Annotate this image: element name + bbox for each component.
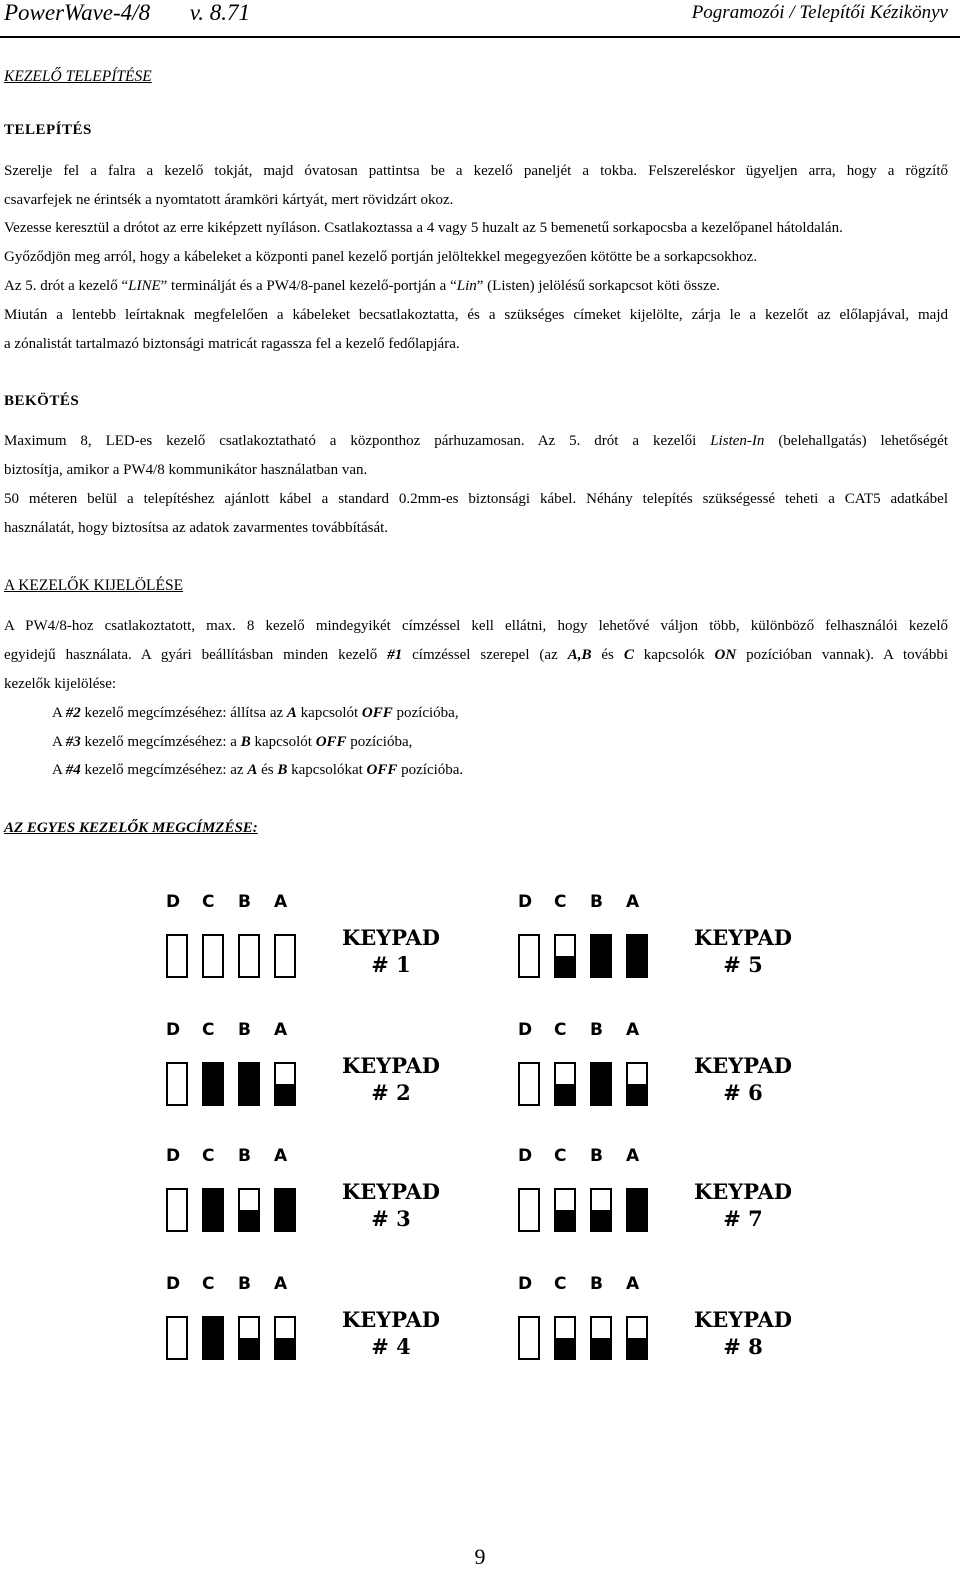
item-post1: kapcsolót [296, 705, 362, 721]
listen-in: Listen-In [710, 433, 765, 449]
item-post1: kapcsolókat [287, 762, 367, 778]
version: v. 8.71 [189, 0, 251, 25]
switch-letter: A [626, 892, 640, 912]
item-state: OFF [361, 705, 393, 721]
dip-switch-knob [556, 956, 574, 976]
keypad-number: # 6 [723, 1080, 763, 1105]
dip-switch [590, 1062, 612, 1106]
dip-switch [518, 1062, 540, 1106]
addr-on: ON [714, 647, 737, 663]
addr-p1c: kezelők kijelölése: [4, 676, 117, 692]
switch-letter: B [238, 1146, 251, 1166]
dip-switch [166, 1062, 188, 1106]
dip-switch-knob [204, 1064, 222, 1104]
keypad-number: # 2 [371, 1080, 411, 1105]
addr-item [52, 699, 948, 728]
switch-letters [166, 892, 310, 912]
keypad-label [688, 1052, 798, 1106]
switch-letter: B [590, 892, 603, 912]
install-p5a: Miután a lentebb leírtaknak megfelelően a kábeleket becsatlakoztatta, és a szükséges címeket kijelölte, zárja le a kezelőt az előlapjával, majd [4, 307, 948, 323]
switch-letter: D [518, 1274, 533, 1294]
dip-switch [202, 1316, 224, 1360]
switch-letter: B [590, 1020, 603, 1040]
product-name: PowerWave-4/8 [4, 0, 151, 25]
keypad-7-diagram [488, 1116, 818, 1242]
line-term: LINE [128, 278, 161, 294]
switch-letter: B [590, 1146, 603, 1166]
item-state: OFF [366, 762, 398, 778]
dip-switch [518, 1316, 540, 1360]
item-num: #3 [65, 734, 81, 750]
item-sw2: B [277, 762, 288, 778]
switch-letter: D [166, 892, 181, 912]
dip-switch-knob [628, 1190, 646, 1230]
dip-switch [274, 934, 296, 978]
keypad-number: # 4 [371, 1334, 411, 1359]
switch-letter: B [238, 1020, 251, 1040]
keypad-number: # 3 [371, 1206, 411, 1231]
keypad-1-diagram [136, 862, 466, 988]
switch-letter: A [626, 1020, 640, 1040]
switch-letters [166, 1020, 310, 1040]
addr-p1b-3: és [591, 647, 624, 663]
dip-switch [238, 934, 260, 978]
switch-letter: D [166, 1020, 181, 1040]
switch-letter: C [202, 1020, 215, 1040]
dip-switch-knob [276, 1190, 294, 1230]
wiring-title: BEKÖTÉS [4, 393, 80, 409]
addr-ab: A,B [567, 647, 592, 663]
install-p1a: Szerelje fel a falra a kezelő tokját, majd óvatosan pattintsa be a kezelő paneljét a tokba. Felszereléskor ügyeljen arra, hogy a rögzítő [4, 163, 948, 179]
wiring-p1a-1: Maximum 8, LED-es kezelő csatlakoztatható a központhoz párhuzamosan. Az 5. drót a kezelői [4, 433, 711, 449]
switch-letter: A [274, 1274, 288, 1294]
dip-switch [626, 1188, 648, 1232]
switch-letter: A [274, 1146, 288, 1166]
dip-switch-knob [592, 1338, 610, 1358]
dip-switch [202, 934, 224, 978]
switch-letter: C [554, 1020, 567, 1040]
dip-switch [274, 1188, 296, 1232]
addr-p1a: A PW4/8-hoz csatlakoztatott, max. 8 kezelő mindegyikét címzéssel kell ellátni, hogy lehetővé váljon több, különböző felhasználói kezelő [4, 618, 948, 634]
switch-letter: A [626, 1274, 640, 1294]
dip-switch [274, 1316, 296, 1360]
dip-switch-knob [592, 1210, 610, 1230]
keypad-label-text: KEYPAD [341, 925, 441, 950]
switch-letter: C [554, 892, 567, 912]
switch-letter: D [518, 892, 533, 912]
keypad-label-text: KEYPAD [341, 1307, 441, 1332]
dip-switch [166, 934, 188, 978]
keypad-label [336, 1178, 446, 1232]
keypad-6-diagram [488, 990, 818, 1116]
item-num: #4 [65, 762, 81, 778]
dip-switch-knob [556, 1210, 574, 1230]
wiring-p1a-2: (belehallgatás) lehetőségét [764, 433, 948, 449]
dip-switch [626, 1062, 648, 1106]
install-p5b: a zónalistát tartalmazó biztonsági matricát ragassza fel a kezelő fedőlapjára. [4, 336, 460, 352]
switch-letters [166, 1146, 310, 1166]
dip-switch [518, 1188, 540, 1232]
dip-switch-knob [204, 1318, 222, 1358]
dip-switch [626, 1316, 648, 1360]
dip-switch [554, 934, 576, 978]
keypad-4-diagram [136, 1244, 466, 1370]
addr-title: A KEZELŐK KIJELÖLÉSE [4, 577, 184, 594]
dip-switch [166, 1188, 188, 1232]
page-number: 9 [474, 1544, 486, 1569]
keypad-number: # 8 [723, 1334, 763, 1359]
switch-letter: C [202, 1274, 215, 1294]
dip-switch-knob [592, 936, 610, 976]
wiring-p2a: 50 méteren belül a telepítéshez ajánlott kábel a standard 0.2mm-es biztonsági kábel. Néhány telepítés szükségessé teheti a CAT5 adatkábel [4, 491, 948, 507]
item-post2: pozícióba, [346, 734, 413, 750]
dip-switch [590, 1316, 612, 1360]
item-post2: pozícióba, [392, 705, 459, 721]
switch-letter: A [274, 892, 288, 912]
keypad-label-text: KEYPAD [341, 1179, 441, 1204]
wiring-p2b: használatát, hogy biztosítsa az adatok zavarmentes továbbítását. [4, 520, 389, 536]
keypad-2-diagram [136, 990, 466, 1116]
addr-p1b-1: egyidejű használata. A gyári beállításban minden kezelő [4, 647, 388, 663]
install-title: TELEPÍTÉS [4, 122, 92, 138]
keypad-label-text: KEYPAD [341, 1053, 441, 1078]
item-pre: A [52, 734, 66, 750]
install-p1b: csavarfejek ne érintsék a nyomtatott áramköri kártyát, mert rövidzárt okoz. [4, 192, 454, 208]
page-header [0, 0, 960, 38]
dip-switch-knob [240, 1338, 258, 1358]
keypad-label-text: KEYPAD [693, 1179, 793, 1204]
install-p4 [4, 272, 948, 301]
item-post2: pozícióba. [397, 762, 464, 778]
dip-switch-knob [592, 1064, 610, 1104]
dip-switch-knob [204, 1190, 222, 1230]
dip-switch-knob [628, 936, 646, 976]
dip-switch-knob [276, 1338, 294, 1358]
dip-switch [202, 1188, 224, 1232]
item-mid: kezelő megcímzéséhez: állítsa az [80, 705, 287, 721]
keypad-label [336, 924, 446, 978]
item-and: és [257, 762, 278, 778]
keypad-label-text: KEYPAD [693, 1053, 793, 1078]
dip-switch [626, 934, 648, 978]
install-p4-a: Az 5. drót a kezelő “ [4, 278, 129, 294]
switch-letters [166, 1274, 310, 1294]
item-num: #2 [65, 705, 81, 721]
dip-switch [238, 1188, 260, 1232]
header-left [4, 0, 250, 26]
addr-item [52, 728, 948, 757]
addr-p1b-2: címzéssel szerepel (az [402, 647, 568, 663]
dip-switch-knob [556, 1338, 574, 1358]
dip-switch [590, 1188, 612, 1232]
addr-num1: #1 [387, 647, 403, 663]
dip-switch-knob [556, 1084, 574, 1104]
switch-letter: C [554, 1146, 567, 1166]
keypad-5-diagram [488, 862, 818, 988]
wiring-p1b: biztosítja, amikor a PW4/8 kommunikátor használatban van. [4, 462, 368, 478]
wiring-p1a [4, 427, 948, 456]
dip-switch [590, 934, 612, 978]
addr-item [52, 756, 948, 785]
switch-letter: D [518, 1020, 533, 1040]
keypad-8-diagram [488, 1244, 818, 1370]
item-mid: kezelő megcímzéséhez: a [80, 734, 241, 750]
switch-letter: A [274, 1020, 288, 1040]
switch-letter: B [238, 1274, 251, 1294]
item-state: OFF [315, 734, 347, 750]
dip-switch [554, 1316, 576, 1360]
dip-switch [202, 1062, 224, 1106]
switch-letter: C [554, 1274, 567, 1294]
addr-p1b-4: kapcsolók [633, 647, 715, 663]
keypad-number: # 1 [371, 952, 411, 977]
item-sw: A [286, 705, 297, 721]
dip-switch-knob [240, 1064, 258, 1104]
addr-p1b [4, 641, 948, 670]
lin-term: Lin [456, 278, 477, 294]
dip-switch-figure [136, 862, 816, 1390]
item-sw: B [240, 734, 251, 750]
switch-letter: B [238, 892, 251, 912]
fig-title: AZ EGYES KEZELŐK MEGCÍMZÉSE: [4, 820, 258, 836]
install-p4-c: ” (Listen) jelölésű sorkapcsot köti össze. [476, 278, 721, 294]
keypad-label-text: KEYPAD [693, 925, 793, 950]
dip-switch [274, 1062, 296, 1106]
item-pre: A [52, 762, 66, 778]
keypad-label-text: KEYPAD [693, 1307, 793, 1332]
keypad-label [336, 1052, 446, 1106]
dip-switch-knob [628, 1338, 646, 1358]
item-mid: kezelő megcímzéséhez: az [80, 762, 248, 778]
switch-letter: D [518, 1146, 533, 1166]
keypad-number: # 5 [723, 952, 763, 977]
switch-letter: A [626, 1146, 640, 1166]
install-p2: Vezesse keresztül a drótot az erre kiképzett nyíláson. Csatlakoztassa a 4 vagy 5 huzalt az 5 bemenetű sorkapocsba a kezelőpanel hátoldalán. [4, 220, 843, 236]
dip-switch-knob [240, 1210, 258, 1230]
dip-switch [518, 934, 540, 978]
manual-title: Pogramozói / Telepítői Kézikönyv [691, 2, 948, 23]
keypad-label [688, 1178, 798, 1232]
dip-switch-knob [276, 1084, 294, 1104]
switch-letter: C [202, 892, 215, 912]
main-title: KEZELŐ TELEPÍTÉSE [4, 68, 152, 85]
install-p4-b: ” terminálját és a PW4/8-panel kezelő-portján a “ [160, 278, 457, 294]
switch-letters [518, 892, 662, 912]
item-post1: kapcsolót [250, 734, 316, 750]
item-pre: A [52, 705, 66, 721]
addr-c: C [623, 647, 634, 663]
switch-letter: B [590, 1274, 603, 1294]
switch-letter: D [166, 1146, 181, 1166]
switch-letters [518, 1020, 662, 1040]
addr-p1b-5: pozícióban vannak). A további [736, 647, 949, 663]
keypad-3-diagram [136, 1116, 466, 1242]
dip-switch [554, 1062, 576, 1106]
switch-letters [518, 1274, 662, 1294]
keypad-label [688, 1306, 798, 1360]
dip-switch-knob [628, 1084, 646, 1104]
item-sw: A [247, 762, 258, 778]
switch-letters [518, 1146, 662, 1166]
dip-switch [238, 1062, 260, 1106]
switch-letter: D [166, 1274, 181, 1294]
switch-letter: C [202, 1146, 215, 1166]
dip-switch [238, 1316, 260, 1360]
keypad-label [688, 924, 798, 978]
keypad-number: # 7 [723, 1206, 763, 1231]
install-p3: Győződjön meg arról, hogy a kábeleket a központi panel kezelő portján jelöltekkel megegyezően kötötte be a sorkapcsokhoz. [4, 249, 758, 265]
dip-switch [554, 1188, 576, 1232]
dip-switch [166, 1316, 188, 1360]
keypad-label [336, 1306, 446, 1360]
